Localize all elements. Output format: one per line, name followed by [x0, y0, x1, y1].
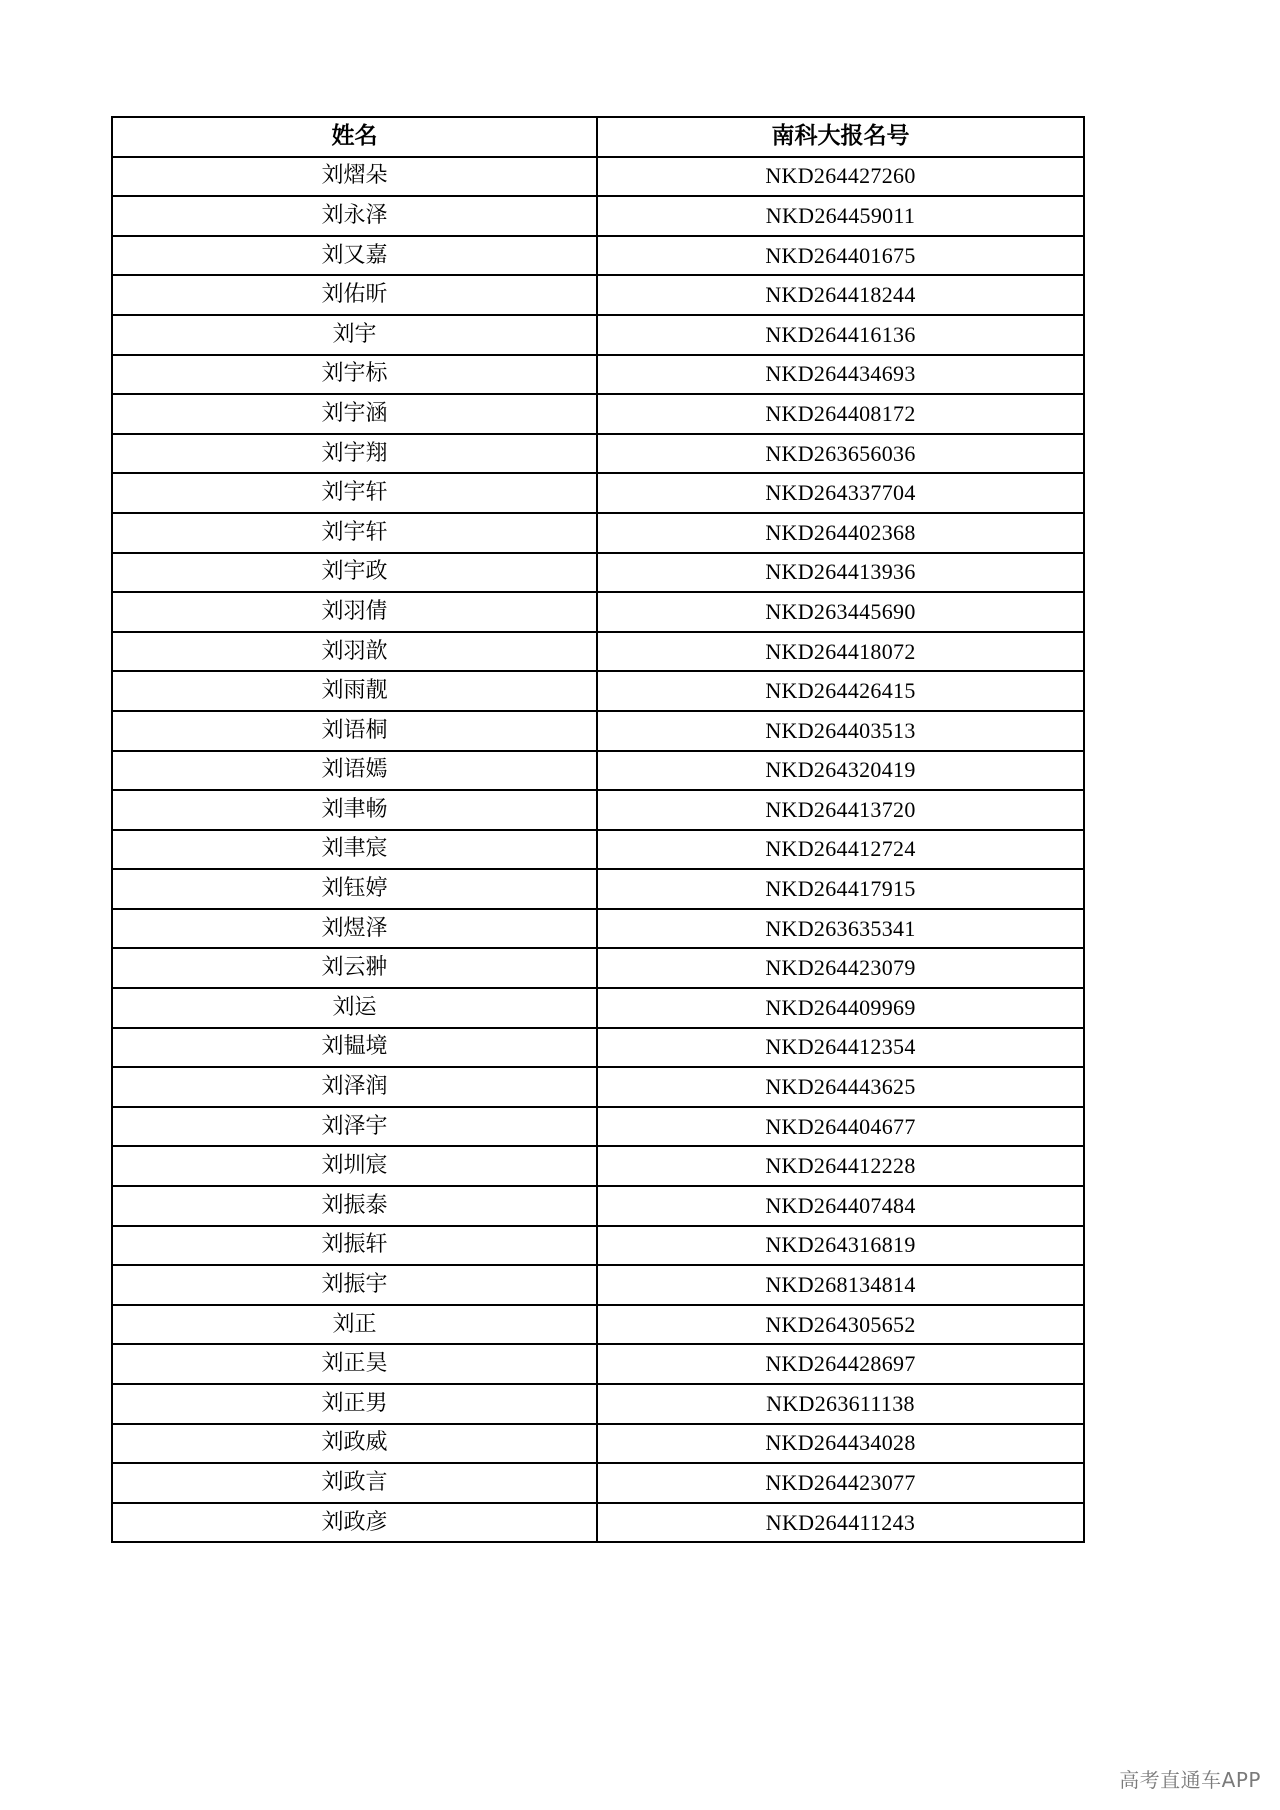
cell-name: 刘振宇 [112, 1265, 597, 1305]
cell-name: 刘语桐 [112, 711, 597, 751]
cell-application-number: NKD264337704 [597, 473, 1084, 513]
cell-application-number: NKD264412228 [597, 1146, 1084, 1186]
cell-application-number: NKD264423079 [597, 948, 1084, 988]
cell-application-number: NKD268134814 [597, 1265, 1084, 1305]
cell-application-number: NKD264443625 [597, 1067, 1084, 1107]
table-row [112, 275, 1084, 315]
cell-application-number: NKD264459011 [597, 196, 1084, 236]
cell-name: 刘宇轩 [112, 513, 597, 553]
cell-application-number: NKD264423077 [597, 1463, 1084, 1503]
cell-name: 刘振泰 [112, 1186, 597, 1226]
cell-name: 刘宇涵 [112, 394, 597, 434]
table-row [112, 394, 1084, 434]
table-row [112, 513, 1084, 553]
cell-application-number: NKD264402368 [597, 513, 1084, 553]
cell-application-number: NKD264412724 [597, 830, 1084, 870]
header-application-number: 南科大报名号 [597, 117, 1084, 157]
cell-name: 刘宇 [112, 315, 597, 355]
cell-name: 刘宇政 [112, 553, 597, 593]
cell-application-number: NKD264408172 [597, 394, 1084, 434]
table-row [112, 1424, 1084, 1464]
table-row [112, 790, 1084, 830]
table-row [112, 196, 1084, 236]
cell-application-number: NKD264403513 [597, 711, 1084, 751]
cell-name: 刘宇轩 [112, 473, 597, 513]
cell-application-number: NKD264316819 [597, 1226, 1084, 1266]
table-row [112, 1384, 1084, 1424]
table-row [112, 671, 1084, 711]
cell-name: 刘正 [112, 1305, 597, 1345]
cell-name: 刘羽倩 [112, 592, 597, 632]
cell-name: 刘正男 [112, 1384, 597, 1424]
cell-application-number: NKD263611138 [597, 1384, 1084, 1424]
cell-name: 刘宇翔 [112, 434, 597, 474]
cell-name: 刘政彦 [112, 1503, 597, 1543]
cell-name: 刘圳宸 [112, 1146, 597, 1186]
cell-name: 刘政言 [112, 1463, 597, 1503]
cell-application-number: NKD264418072 [597, 632, 1084, 672]
cell-application-number: NKD264417915 [597, 869, 1084, 909]
table-row [112, 1265, 1084, 1305]
cell-application-number: NKD264416136 [597, 315, 1084, 355]
table-row [112, 1503, 1084, 1543]
cell-application-number: NKD264411243 [597, 1503, 1084, 1543]
cell-name: 刘云翀 [112, 948, 597, 988]
table-header-row [112, 117, 1084, 157]
cell-application-number: NKD264434693 [597, 355, 1084, 395]
cell-application-number: NKD264418244 [597, 275, 1084, 315]
cell-application-number: NKD264413936 [597, 553, 1084, 593]
cell-name: 刘运 [112, 988, 597, 1028]
table-row [112, 1067, 1084, 1107]
header-name: 姓名 [112, 117, 597, 157]
table-row [112, 1028, 1084, 1068]
cell-name: 刘泽宇 [112, 1107, 597, 1147]
table-row [112, 869, 1084, 909]
table-row [112, 473, 1084, 513]
table-row [112, 315, 1084, 355]
table-row [112, 1107, 1084, 1147]
table-row [112, 1186, 1084, 1226]
table-row [112, 236, 1084, 276]
cell-name: 刘熠朵 [112, 157, 597, 197]
table-row [112, 948, 1084, 988]
cell-name: 刘政威 [112, 1424, 597, 1464]
cell-application-number: NKD264434028 [597, 1424, 1084, 1464]
cell-name: 刘聿畅 [112, 790, 597, 830]
cell-application-number: NKD264413720 [597, 790, 1084, 830]
table-row [112, 1226, 1084, 1266]
applicant-table [111, 116, 1085, 1543]
table-row [112, 1305, 1084, 1345]
cell-application-number: NKD264401675 [597, 236, 1084, 276]
cell-application-number: NKD264412354 [597, 1028, 1084, 1068]
cell-application-number: NKD264428697 [597, 1344, 1084, 1384]
cell-application-number: NKD263656036 [597, 434, 1084, 474]
table-row [112, 553, 1084, 593]
cell-name: 刘宇标 [112, 355, 597, 395]
cell-name: 刘振轩 [112, 1226, 597, 1266]
watermark-text: 高考直通车APP [1119, 1768, 1261, 1792]
cell-name: 刘又嘉 [112, 236, 597, 276]
cell-application-number: NKD264320419 [597, 751, 1084, 791]
cell-name: 刘钰婷 [112, 869, 597, 909]
cell-application-number: NKD264409969 [597, 988, 1084, 1028]
cell-application-number: NKD263445690 [597, 592, 1084, 632]
cell-name: 刘韫境 [112, 1028, 597, 1068]
table-row [112, 988, 1084, 1028]
cell-name: 刘正昊 [112, 1344, 597, 1384]
cell-application-number: NKD264305652 [597, 1305, 1084, 1345]
table-row [112, 434, 1084, 474]
table-row [112, 830, 1084, 870]
cell-name: 刘佑昕 [112, 275, 597, 315]
table-row [112, 1344, 1084, 1384]
cell-application-number: NKD264426415 [597, 671, 1084, 711]
table-row [112, 1463, 1084, 1503]
table-row [112, 355, 1084, 395]
table-row [112, 592, 1084, 632]
cell-name: 刘雨靓 [112, 671, 597, 711]
table-row [112, 751, 1084, 791]
table-row [112, 909, 1084, 949]
table-row [112, 632, 1084, 672]
table-body [112, 157, 1084, 1543]
cell-name: 刘羽歆 [112, 632, 597, 672]
cell-name: 刘煜泽 [112, 909, 597, 949]
cell-name: 刘聿宸 [112, 830, 597, 870]
cell-application-number: NKD264404677 [597, 1107, 1084, 1147]
cell-name: 刘永泽 [112, 196, 597, 236]
cell-name: 刘语嫣 [112, 751, 597, 791]
table-row [112, 1146, 1084, 1186]
cell-name: 刘泽润 [112, 1067, 597, 1107]
table-row [112, 711, 1084, 751]
table-row [112, 157, 1084, 197]
cell-application-number: NKD263635341 [597, 909, 1084, 949]
cell-application-number: NKD264407484 [597, 1186, 1084, 1226]
cell-application-number: NKD264427260 [597, 157, 1084, 197]
